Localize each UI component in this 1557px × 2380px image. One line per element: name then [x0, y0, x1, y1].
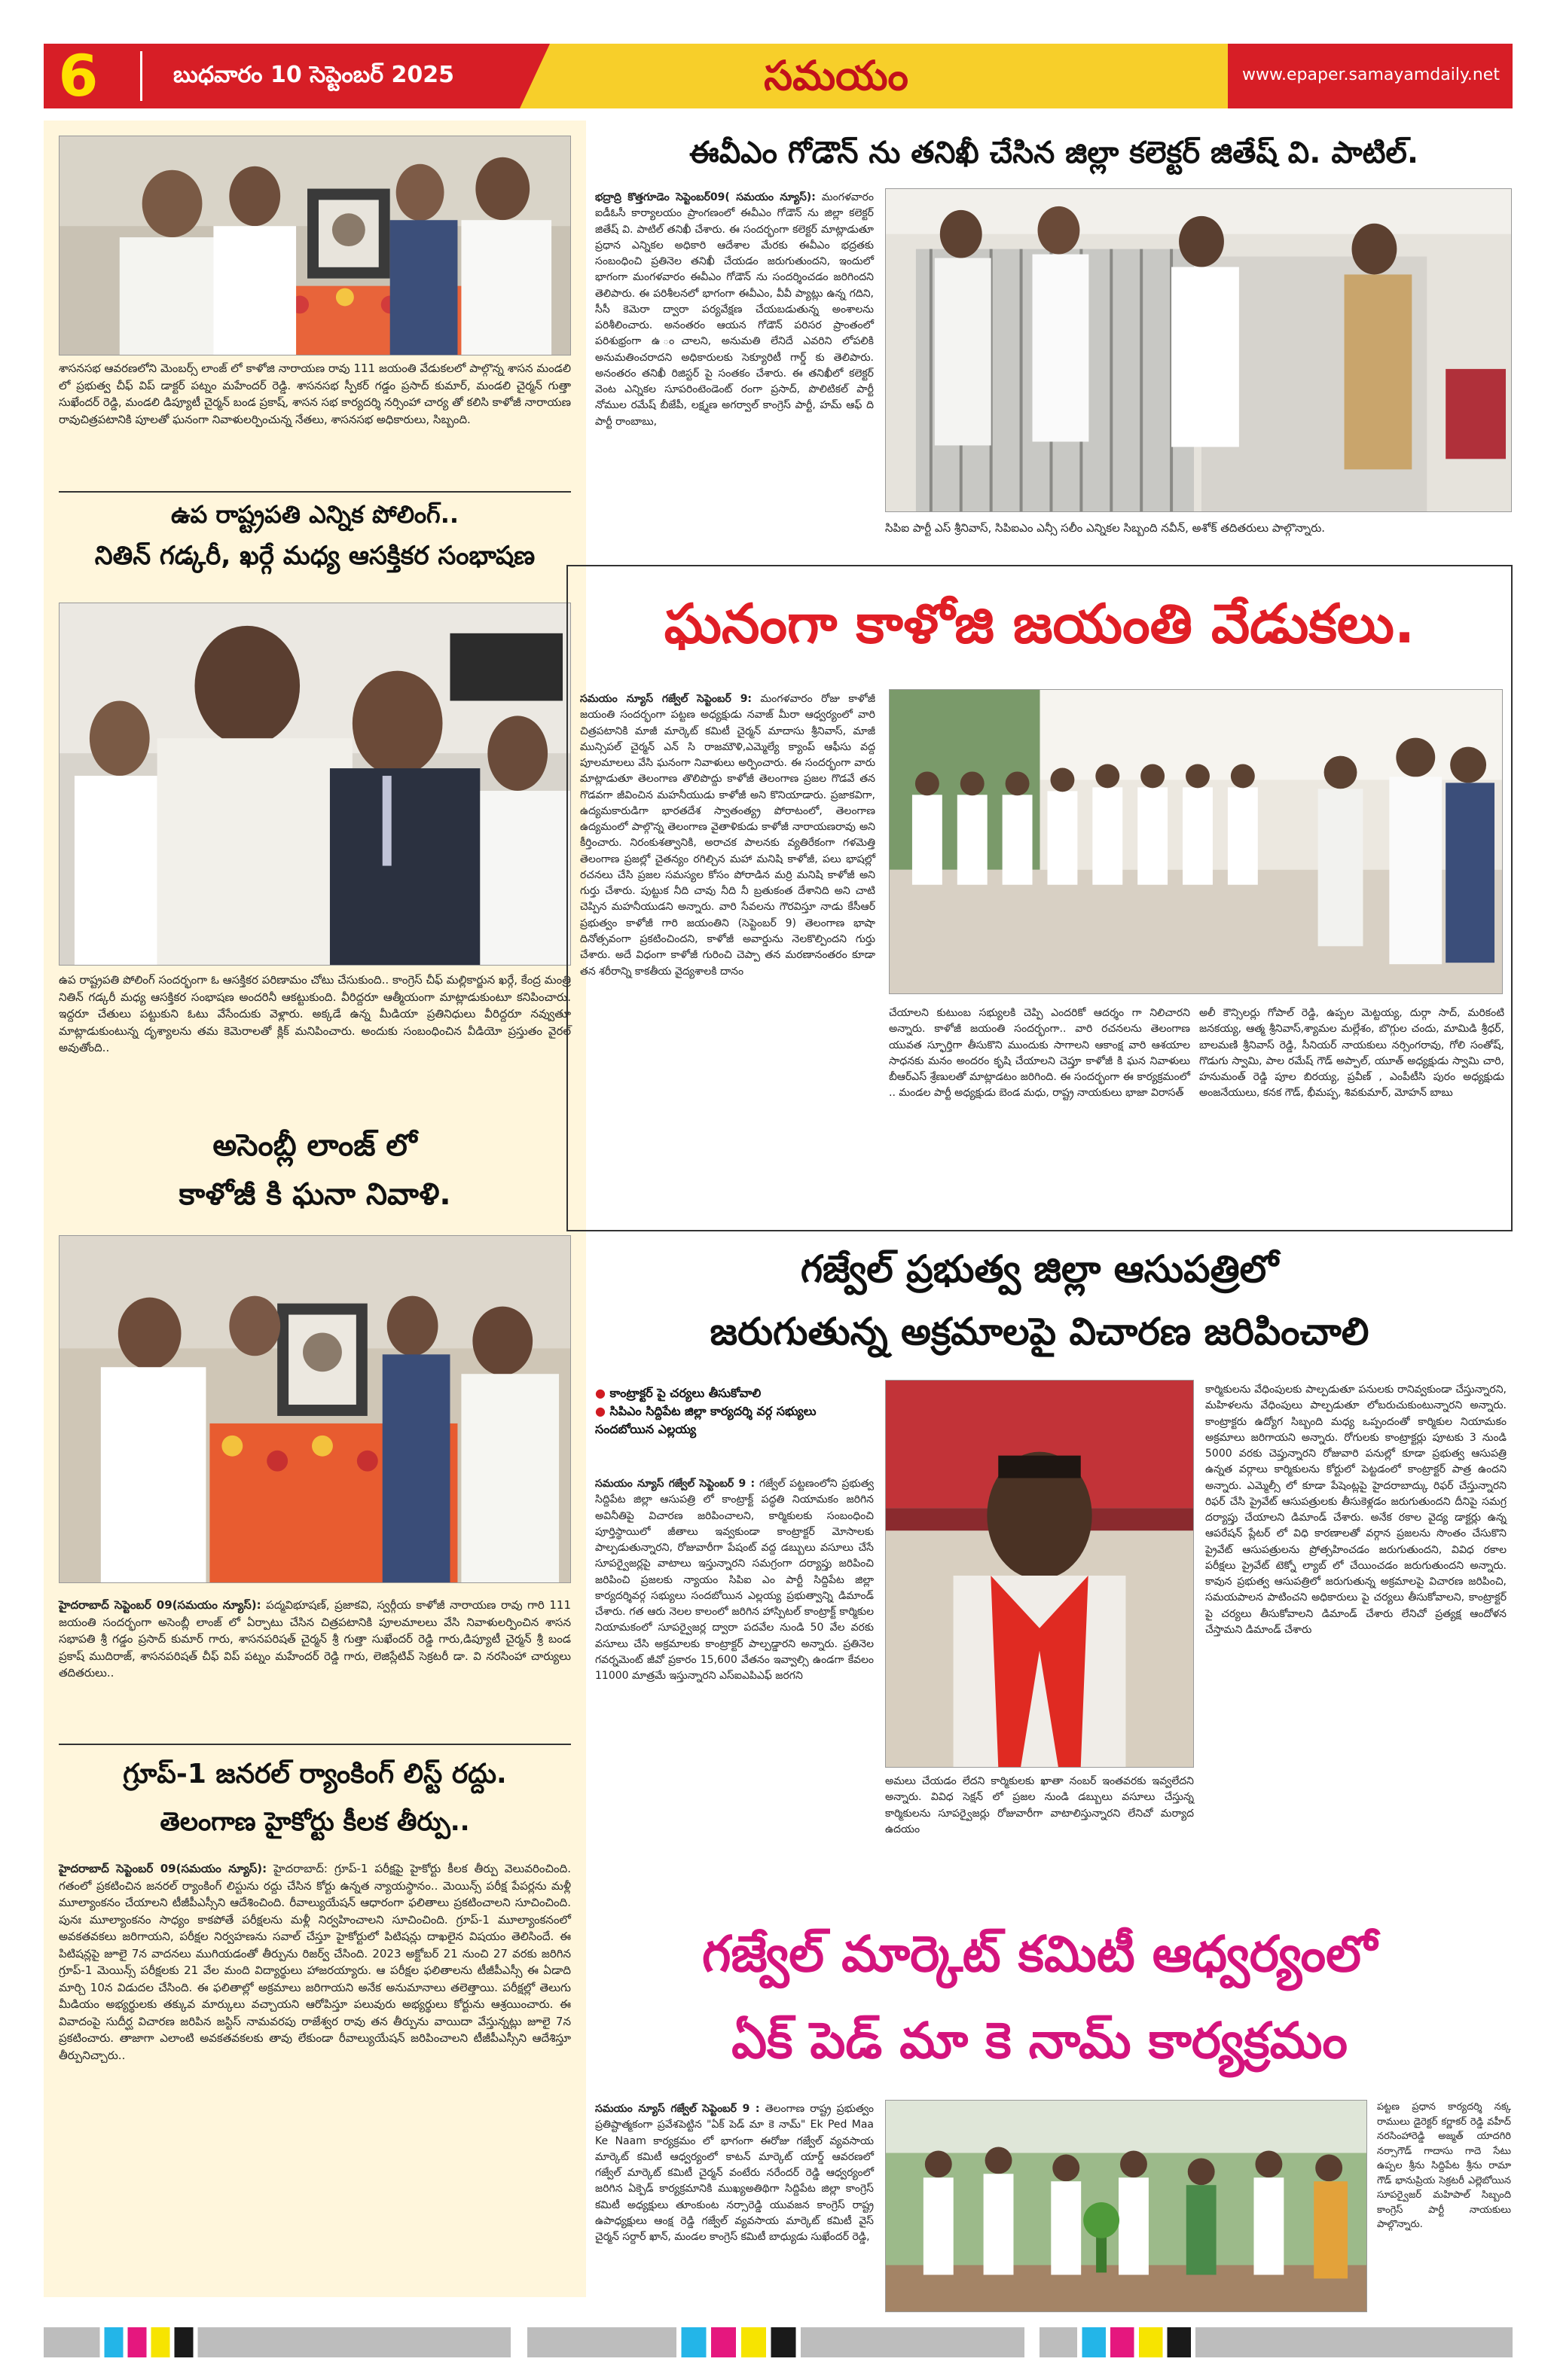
story2-kicker: ఉప రాష్ట్రపతి ఎన్నిక పోలింగ్..	[170, 500, 459, 529]
hospital-bullet-1	[595, 1384, 874, 1402]
story4-dateline: హైదరాబాద్ సెప్టెంబర్ 09(సమయం న్యూస్):	[59, 1862, 267, 1875]
ellaiah-portrait-photo	[885, 1380, 1194, 1768]
kaloji-left-text: మంగళవారం రోజు కాళోజీ జయంతి సందర్భంగా పట్టణ అధ్యక్షుడు నవాజ్ మీరా ఆధ్వర్యంలో వారి చిత్రపటానికి మాజీ మార్కెట్ కమిటీ చైర్మన్ మాదాసు శ్రీనివాస్, మాజీ మున్సిపల్ చైర్మన్ ఎన్ సి రాజమౌళి,ఎమ్మెల్యే క్యాంప్ ఆఫీసు వద్ద పూలమాలలు వేసి ఘనంగా నివాళులు అర్పించారు. ఈ సందర్భంగా వారు మాట్లాడుతూ తెలంగాణ తొలిపొద్దు కాళోజీ తెలంగాణ ప్రజల గొడవే తన గొడవగా జీవించిన మహనీయుడు కాళోజీ అని కొనియాడారు. ప్రజాకవిగా, ఉద్యమకారుడిగా భారతదేశ స్వాతంత్య్ర పోరాటంలో, తెలంగాణ ఉద్యమంలో పాల్గొన్న తెలంగాణ వైతాళికుడు కాళోజీ నారాయణరావు అని కీర్తించారు. నిరంకుశత్వానికి, అరాచక పాలనకు వ్యతిరేకంగా గళమెత్తి తెలంగాణ ప్రజల్లో చైతన్యం రగిల్చిన మహా మనిషి కాళోజీ, పలు భాషల్లో రచనలు చేసి ప్రజల సమస్యల కోసం పోరాడిన మర్రి మనిషి కాళోజీ అని గుర్తు చేశారు. పుట్టుక నీది చావు నీది నీ బ్రతుకంత దేశానిది అని చాటి చెప్పిన మహనీయుడని అన్నారు. వారి సేవలను గౌరవిస్తూ నాడు కేసీఆర్ ప్రభుత్వం కాళోజీ గారి జయంతిని (సెప్టెంబర్ 9) తెలంగాణ భాషా దినోత్సవంగా ప్రకటించిందని, కాళోజీ అవార్డును నెలకొల్పిందని గుర్తు చేశారు. అదే విధంగా కాళోజీ గురించి చెప్పా తన మరణానంతరం కూడా తన శరీరాన్ని కాకతీయ వైద్యశాలకి దానం	[580, 693, 876, 978]
evm-body	[595, 190, 874, 529]
kaloji-body-right: అలీ కౌన్సిలర్లు గోపాల్ రెడ్డి, ఉప్పల మెట్టయ్య, దుర్గా సాద్, మరికంటి జనకయ్య, ఆత్మ శ్రీనివాస్,శ్యామల మల్లేశం, బొగ్గుల చందు, మామిడి శ్రీధర్, బాలమణి శ్రీనివాస్ రెడ్డి, సీనియర్ నాయకులు నర్సింగరావు, గోలి సంతోష్, గొడుగు స్వామి, పాల రమేష్ గౌడ్ అప్పాల్, యూత్ అధ్యక్షుడు స్వామి చారి, హనుమంత్ రెడ్డి పూల బిరయ్య, ప్రవీణ్ , ఎంపీటీసి పురం అధ్యక్షుడు అంజనేయులు, కనక గౌడ్, భీమప్ప, శివకుమార్, మోహన్ బాబు	[1199, 1007, 1504, 1100]
kaloji-headline: ఘనంగా కాళోజి జయంతి వేడుకలు.	[664, 592, 1415, 655]
market-headline-line1: గజ్వేల్ మార్కెట్ కమిటీ ఆధ్వర్యంలో	[701, 1925, 1378, 1983]
hospital-headline-line1: గజ్వేల్ ప్రభుత్వ జిల్లా ఆసుపత్రిలో	[800, 1247, 1279, 1291]
market-body-left	[595, 2101, 874, 2320]
kaloji-body-mid: చేయాలని కుటుంబ సభ్యులకి చెప్పి ఎందరికో ఆదర్శం గా నిలిచారని అన్నారు. కాళోజీ జయంతి సందర్భంగా.. వారి రచనలను తెలంగాణ యువత స్ఫూర్తిగా తీసుకొని ముందుకు సాగాలని ఆకాంక్ష వారి ఆశయాల సాధనకు మనం అందరం కృషి చేయాలని చెప్తూ కాళోజీ కి ఘన నివాళులు బీఆర్ఎస్ శ్రేణులతో మాట్లాడటం జరిగింది. ఈ సందర్భంగా ఈ కార్యక్రమంలో .. మండల పార్టీ అధ్యక్షుడు బెండ మధు, రాష్ట్ర నాయకులు భాజా విరాసత్	[889, 1007, 1190, 1100]
kaloji-body-left	[580, 691, 875, 1219]
divider-1	[59, 491, 571, 493]
story3-dateline: హైదరాబాద్ సెప్టెంబర్ 09(సమయం న్యూస్):	[59, 1598, 261, 1612]
registration-bar-right	[1040, 2327, 1513, 2357]
hospital-bullet-2	[595, 1402, 874, 1439]
evm-godown-photo	[885, 188, 1512, 512]
header-website: www.epaper.samayamdaily.net	[1242, 66, 1500, 84]
hospital-body-mid: అమలు చేయడం లేదని కార్మికులకు ఖాతా నంబర్ ఇంతవరకు ఇవ్వలేదని అన్నారు. వివిధ సెక్షన్ లో ప్రజల నుండి డబ్బులు వసూలు చేస్తున్న కార్మికులను సూపర్వైజర్లు రోజువారీగా వాటాలిస్తున్నారని లేనిచో మర్యాద ఉదయం	[885, 1775, 1194, 1835]
hospital-body-left	[595, 1476, 874, 1898]
masthead-title: సమయం	[764, 52, 908, 99]
hospital-bullet-2-text: సిపిఎం సిద్దిపేట జిల్లా కార్యదర్శి వర్గ సభ్యులు సందబోయిన ఎల్లయ్య	[595, 1404, 817, 1436]
story3-headline-line1: అసెంబ్లీ లాంజ్ లో	[212, 1128, 417, 1163]
hospital-bullets	[595, 1384, 874, 1475]
story4-subheadline: తెలంగాణ హైకోర్టు కీలక తీర్పు..	[160, 1807, 470, 1837]
market-dateline: సమయం న్యూస్ గజ్వేల్ సెప్టెంబర్ 9 :	[595, 2103, 760, 2115]
story4-text: హైదరాబాద్: గ్రూప్-1 పరీక్షపై హైకోర్టు కీలక తీర్పు వెలువరించింది. గతంలో ప్రకటించిన జనరల్ ర్యాంకింగ్ లిస్టును రద్దు చేసిన కోర్టు ఉన్నత న్యాయస్థానం.. మెయిన్స్ పరీక్ష పేపర్లను మళ్లీ మూల్యాంకనం చేయాలని టీజీపీఎస్సీని ఆదేశించింది. రీవాల్యుయేషన్ ఆధారంగా ఫలితాలు ప్రకటించాలని సూచించింది. పునః మూల్యాంకనం సాధ్యం కాకపోతే పరీక్షలను మళ్లీ నిర్వహించాలని సూచించింది. గ్రూప్-1 మూల్యాంకనంలో అవకతవకలు జరిగాయని, పరీక్షల నిర్వహణను సవాల్ చేస్తూ హైకోర్టులో పిటిషన్లు దాఖలైన విషయం తెలిసిందే. ఈ పిటిషన్లపై జూలై 7న వాదనలు ముగియడంతో తీర్పును రిజర్వ్ చేసింది. 2023 అక్టోబర్ 21 నుంచి 27 వరకు జరిగిన గ్రూప్-1 మెయిన్స్ పరీక్షలకు 21 వేల మంది విద్యార్థులు హాజరయ్యారు. ఆ పరీక్షల ఫలితాలను టీజీపీఎస్సీ ఈ ఏడాది మార్చి 10న విడుదల చేసింది. ఈ ఫలితాల్లో అక్రమాలు జరిగాయని అనేక అనుమానాలు తలెత్తాయి. పరీక్షల్లో తెలుగు మీడియం అభ్యర్థులకు తక్కువ మార్కులు వచ్చాయని ఆరోపిస్తూ పలువురు అభ్యర్థులు కోర్టును ఆశ్రయించారు. ఈ వివాదంపై సుదీర్ఘ విచారణ జరిపిన జస్టిస్ నామవరపు రాజేశ్వర రావు తన తీర్పును వాయిదా వేస్తున్నట్లు జూలై 7న ప్రకటించారు. తాజాగా ఎలాంటి అవకతవకలకు తావు లేకుండా రీవాల్యుయేషన్ జరిపించాలని టీజీపీఎస్సీని ఆదేశిస్తూ తీర్పునిచ్చారు..	[59, 1862, 571, 2062]
evm-dateline: భద్రాద్రి కొత్తగూడెం సెప్టెంబర్09( సమయం న్యూస్):	[595, 191, 816, 203]
hospital-left-text: గజ్వేల్ పట్టణంలోని ప్రభుత్వ సిద్దిపేట జిల్లా ఆసుపత్రి లో కాంట్రాక్ట్ పద్ధతి నియామకం జరిగిన అవినీతిపై విచారణ జరిపించాలని, కార్మికులకు సంబంధించి పూర్తిస్థాయిలో జీతాలు ఇవ్వకుండా కాంట్రాక్టర్ మోసాలకు పాల్పడుతున్నారని, రోజువారీగా పేషంట్ వద్ద డబ్బులు వసూలు చేసే సూపర్వైజర్లపై వాటాలు ఇస్తున్నారని సమగ్రంగా దర్యాప్తు జరిపించి జరిపించి ప్రజలకు న్యాయం సిపిఐ ఎం పార్టీ సిద్దిపేట జిల్లా కార్యదర్శివర్గ సభ్యులు సందబోయిన ఎల్లయ్య ప్రభుత్వాన్ని డిమాండ్ చేశారు. గత ఆరు నెలల కాలంలో జరిగిన హాస్పిటల్ కాంట్రాక్ట్ కార్మికుల నియామకంలో సూపర్వైజర్ల ద్వారా పదవేల నుండి 50 వేల వరకు వసూలు చేసి అక్రమాలకు కాంట్రాక్టర్ పాల్పడ్డారని అన్నారు. ప్రతినెల గవర్నమెంట్ జీవో ప్రకారం 15,600 వేతనం ఇవ్వాల్సి ఉండగా కేవలం 11000 మాత్రమే ఇస్తున్నారని ఎస్ఐఎపిఎఫ్ జరగని	[595, 1478, 875, 1683]
lounge-tribute-photo	[59, 1235, 571, 1583]
story3-text: పద్మవిభూషణ్, ప్రజాకవి, స్వర్గీయ కాళోజీ నారాయణ రావు గారి 111 జయంతి సందర్భంగా అసెంబ్లీ లాంజ్ లో ఏర్పాటు చేసిన చిత్రపటానికి పూలమాలలు వేసి నివాళులర్పించిన శాసన సభాపతి శ్రీ గడ్డం ప్రసాద్ కుమార్ గారు, శాసనపరిషత్ చైర్మన్ శ్రీ గుత్తా సుఖేందర్ రెడ్డి గారు,డిప్యూటీ చైర్మన్ శ్రీ బండ ప్రకాష్ ముదిరాజ్, శాసనపరిషత్ చీఫ్ విప్ పట్నం మహేందర్ రెడ్డి గారు, లెజిస్లేటివ్ సెక్రటరీ డా. వి నరసింహా చార్యులు తదితరులు..	[59, 1598, 571, 1680]
market-left-text: తెలంగాణ రాష్ట్ర ప్రభుత్వం ప్రతిష్టాత్మకంగా ప్రవేశపెట్టిన "ఏక్ పెడ్ మా కె నామ్" Ek Ped Maa Ke Naam కార్యక్రమం లో భాగంగా ఈరోజు గజ్వేల్ వ్యవసాయ మార్కెట్ కమిటీ ఆధ్వర్యంలో కాటన్ మార్కెట్ యార్డ్ ఆవరణలో గజ్వేల్ మార్కెట్ కమిటీ చైర్మన్ వంటేరు నరేందర్ రెడ్డి ఆధ్వర్యంలో జరిగిన ఏక్పెడ్ కార్యక్రమానికి ముఖ్యఅతిథిగా సిద్దిపేట జిల్లా కాంగ్రెస్ కమిటీ అధ్యక్షులు తూంకుంట నర్సారెడ్డి యువజన కాంగ్రెస్ రాష్ట్ర ఉపాధ్యక్షులు ఆంక్ష రెడ్డి గజ్వేల్ వ్యవసాయ మార్కెట్ కమిటీ వైస్ చైర్మన్ సర్దార్ ఖాన్, మండల కాంగ్రెస్ కమిటీ బాధ్యుడు సుఖేందర్ రెడ్డి,	[595, 2103, 875, 2244]
tree-planting-photo	[885, 2100, 1367, 2312]
header-divider	[140, 51, 142, 101]
evm-caption: సిపిఐ పార్టీ ఎస్ శ్రీనివాస్, సిపిఐఎం ఎన్సీ సలీం ఎన్నికల సిబ్బంది నవీన్, అశోక్ తదితరులు పాల్గొన్నారు.	[885, 521, 1326, 535]
story4-headline: గ్రూప్-1 జనరల్ ర్యాంకింగ్ లిస్ట్ రద్దు.	[123, 1759, 507, 1790]
story4-body	[59, 1860, 571, 2290]
story3-headline-line2: కాళోజీ కి ఘనా నివాళి.	[179, 1177, 451, 1212]
kaloji-dateline: సమయం న్యూస్ గజ్వేల్ సెప్టెంబర్ 9:	[580, 693, 753, 705]
assembly-tribute-caption: శాసనసభ ఆవరణలోని మెంబర్స్ లాంజ్ లో కాళోజి నారాయణ రావు 111 జయంతి వేడుకలలో పాల్గొన్న శాసన మండలి లో ప్రభుత్వ చీఫ్ విప్ డాక్టర్ పట్నం మహేందర్ రెడ్డి. శాసనసభ స్పీకర్ గడ్డం ప్రసాద్ కుమార్, మండలి చైర్మన్ గుత్తా సుఖేందర్ రెడ్డి, మండలి డిప్యూటీ చైర్మన్ బండ ప్రకాష్, శాసన సభ కార్యదర్శి నర్సింహా చార్య తో కలిసి కాళోజీ నారాయణ రావుచిత్రపటానికి పూలతో ఘనంగా నివాళులర్పించున్న నేతలు, శాసనసభ అధికారులు, సిబ్బంది.	[59, 362, 571, 426]
evm-text: మంగళవారం ఐడీఓసీ కార్యాలయం ప్రాంగణంలో ఈవీఎం గోడౌన్ ను జిల్లా కలెక్టర్ జితేష్ వి. పాటిల్ తనిఖీ చేశారు. ఈ సందర్భంగా కలెక్టర్ మాట్లాడుతూ ప్రధాన ఎన్నికల అధికారి ఆదేశాల మేరకు ఈవీఎం భద్రతకు సంబంధించి ప్రతినెల తనిఖీ చేయడం జరుగుతుందని, ఇందులో భాగంగా మంగళవారం ఈవీఎం గోడౌన్ ను సందర్శించడం జరిగిందని తెలిపారు. ఈ పరిశీలనలో భాగంగా ఈవీఎం, వీవీ ప్యాట్లు ఉన్న గదిని, సీసీ కెమెరా ద్వారా పర్యవేక్షణ చేయబడుతున్న అంశాలను పరిశీలించారు. అనంతరం ఆయన గోడౌన్ పరిసర ప్రాంతంలో పరిశుభ్రంగా ఉ ంచాలని, అనుమతి లేనిదే ఎవరిని లోపలికి అనుమతించరాదని అధికారులకు సెక్యూరిటీ గార్డ్ కు తెలిపారు. అనంతరం తనిఖీ రిజిస్టర్ పై సంతకం చేశారు. ఈ తనిఖీలో కలెక్టర్ వెంట ఎన్నికల సూపరింటెండెంట్ రంగా ప్రసాద్, పొలిటికల్ పార్టీ నోముల రమేష్ బీజేపీ, లక్ష్మణ అగర్వాల్ కాంగ్రెస్ పార్టీ, హమ్ ఆఫ్ ది పార్టీ రాంబాబు,	[595, 191, 875, 428]
registration-bar-mid	[527, 2327, 1024, 2357]
header-date: బుధవారం 10 సెప్టెంబర్ 2025	[173, 62, 454, 88]
evm-headline: ఈవీఎం గోడౌన్ ను తనిఖీ చేసిన జిల్లా కలెక్టర్ జితేష్ వి. పాటిల్.	[688, 136, 1419, 170]
story3-body	[59, 1597, 571, 1740]
bullet-icon: ●	[595, 1386, 610, 1400]
market-body-right: పట్టణ ప్రధాన కార్యదర్శి నక్క రాములు డైరెక్టర్ కర్ణాకర్ రెడ్డి వహీద్ నరసింహారెడ్డి అజ్మత్ యాదగిరి నర్సాగౌడ్ గాదాసు గాదె సేటు ఉప్పల శ్రీను సిద్దిపేట శ్రీను రామా గౌడ్ భానుప్రియ సెక్రటరీ ఎల్లెబోయిన సూపర్వైజర్ మహిపాల్ సిబ్బంది కాంగ్రెస్ పార్టీ నాయకులు పాల్గొన్నారు.	[1377, 2101, 1511, 2230]
gadkari-kharge-photo	[59, 603, 571, 966]
kaloji-gathering-photo	[889, 689, 1503, 994]
hospital-body-right: కార్మికులను వేధింపులకు పాల్పడుతూ పనులకు రానివ్వకుండా చేస్తున్నారని, మహిళలను వేధింపులు పాల్పడుతూ లోబరుచుకుంటున్నారని అన్నారు. కాంట్రాక్టరు ఉద్యోగ సిబ్బంది మధ్య ఒప్పందంతో కార్మికుల నియామకం అక్రమాలు జరిగాయని అన్నారు. రోగులకు కాంట్రాక్టర్లు పూటకు 3 నుండి 5000 వరకు చెప్తున్నారని రోజువారి పనుల్లో కూడా ప్రభుత్వ ఆసుపత్రి ఉన్నత వర్గాలు కార్మికులను కోర్టులో పెట్టడంలో కాంట్రాక్టర్ పాత్ర ఉందని అన్నారు. ఎమ్మెల్సీ లో కూడా పేషెంట్లపై హైదరాబాద్కు రిఫర్ చేస్తున్నారని రిఫర్ చేసి ప్రైవేట్ ఆసుపత్రులకు తీసుకెళ్లడం జరుగుతుందని దీనిపై సమగ్ర దర్యాప్తు చేయాలని డిమాండ్ చేశారు. అనేక రకాల వైద్య డాక్టర్లు ఉన్న ఆపరేషన్ ప్లేటర్ లో విధి కారణాలతో వర్గాన ప్రజలను సొంతం చేసుకొని ప్రైవేట్ ఆసుపత్రులను ప్రోత్సహించడం జరుగుతుందని, వివిధ రకాల పరీక్షలు ప్రైవేట్ టెక్నో ల్యాబ్ లో చేయించడం జరుగుతుందని అన్నారు. కావున ప్రభుత్వ ఆసుపత్రిలో జరుగుతున్న అక్రమాలపై విచారణ జరిపించి, సమయపాలన పాటించని అధికారులు పై చర్యలు తీసుకోవాలని, కాంట్రాక్టర్ పై చర్యలు తీసుకోవాలని డిమాండ్ చేశారు లేనిచో ప్రత్యక్ష ఆందోళన చేస్తామని డిమాండ్ చేశారు	[1205, 1384, 1507, 1636]
bullet-icon: ●	[595, 1404, 610, 1418]
hospital-dateline: సమయం న్యూస్ గజ్వేల్ సెప్టెంబర్ 9 :	[595, 1478, 756, 1490]
page-number: 6	[58, 42, 99, 109]
registration-bar-left	[44, 2327, 511, 2357]
hospital-headline-line2: జరుగుతున్న అక్రమాలపై విచారణ జరిపించాలి	[710, 1310, 1369, 1353]
hospital-bullet-1-text: కాంట్రాక్టర్ పై చర్యలు తీసుకోవాలి	[609, 1386, 762, 1400]
story2-body: ఉప రాష్ట్రపతి పోలింగ్ సందర్భంగా ఓ ఆసక్తికర పరిణామం చోటు చేసుకుంది.. కాంగ్రెస్ చీఫ్ మల్లికార్జున ఖర్గే, కేంద్ర మంత్రి నితిన్ గడ్కరీ మధ్య ఆసక్తికర సంభాషణ అందరినీ ఆకట్టుకుంది. వీరిద్దరూ ఆత్మీయంగా మాట్లాడుకుంటూ కనిపించారు. ఇద్దరూ చేతులు పట్టుకుని ఓటు వేసేందుకు వెళ్లారు. అక్కడే ఉన్న మీడియా ప్రతినిధులు వీరిద్దరూ నవ్వుతూ మాట్లాడుకుంటున్న దృశ్యాలను తమ కెమెరాలతో క్లిక్ మనిపించారు. అందుకు సంబంధించిన వీడియో ప్రస్తుతం వైరల్ అవుతోంది..	[59, 973, 571, 1054]
assembly-tribute-photo	[59, 136, 571, 355]
story2-headline: నితిన్ గడ్కరీ, ఖర్గే మధ్య ఆసక్తికర సంభాషణ	[94, 541, 536, 571]
market-headline-line2: ఏక్ పెడ్ మా కె నామ్ కార్యక్రమం	[731, 2012, 1348, 2070]
divider-2	[59, 1744, 571, 1745]
